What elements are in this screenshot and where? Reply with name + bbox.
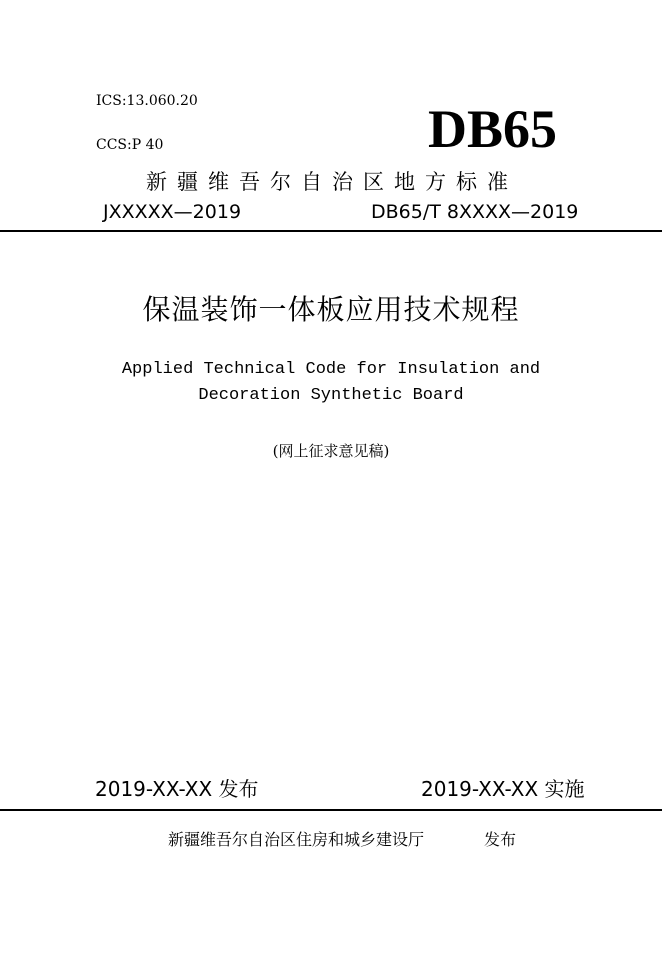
document-title-english-line2: Decoration Synthetic Board: [198, 386, 464, 405]
issuing-authority: 新疆维吾尔自治区住房和城乡建设厅: [168, 830, 425, 849]
region-standard-title: 新疆维吾尔自治区地方标准: [146, 170, 518, 194]
implement-date: 2019-XX-XX 实施: [421, 777, 585, 801]
db-standard-code: DB65/T 8XXXX—2019: [371, 201, 579, 223]
document-title-english-line1: Applied Technical Code for Insulation and: [121, 360, 541, 379]
ics-code: ICS:13.060.20: [96, 93, 198, 109]
draft-note: (网上征求意见稿): [272, 442, 390, 460]
bottom-divider: [0, 809, 662, 811]
document-title-chinese: 保温装饰一体板应用技术规程: [142, 293, 520, 326]
top-divider: [0, 230, 662, 232]
issue-date: 2019-XX-XX 发布: [95, 777, 259, 801]
issuing-action: 发布: [484, 830, 517, 849]
jx-standard-code: JXXXXX—2019: [103, 201, 242, 223]
ccs-code: CCS:P 40: [96, 137, 164, 153]
db-logo: DB65: [428, 99, 558, 159]
